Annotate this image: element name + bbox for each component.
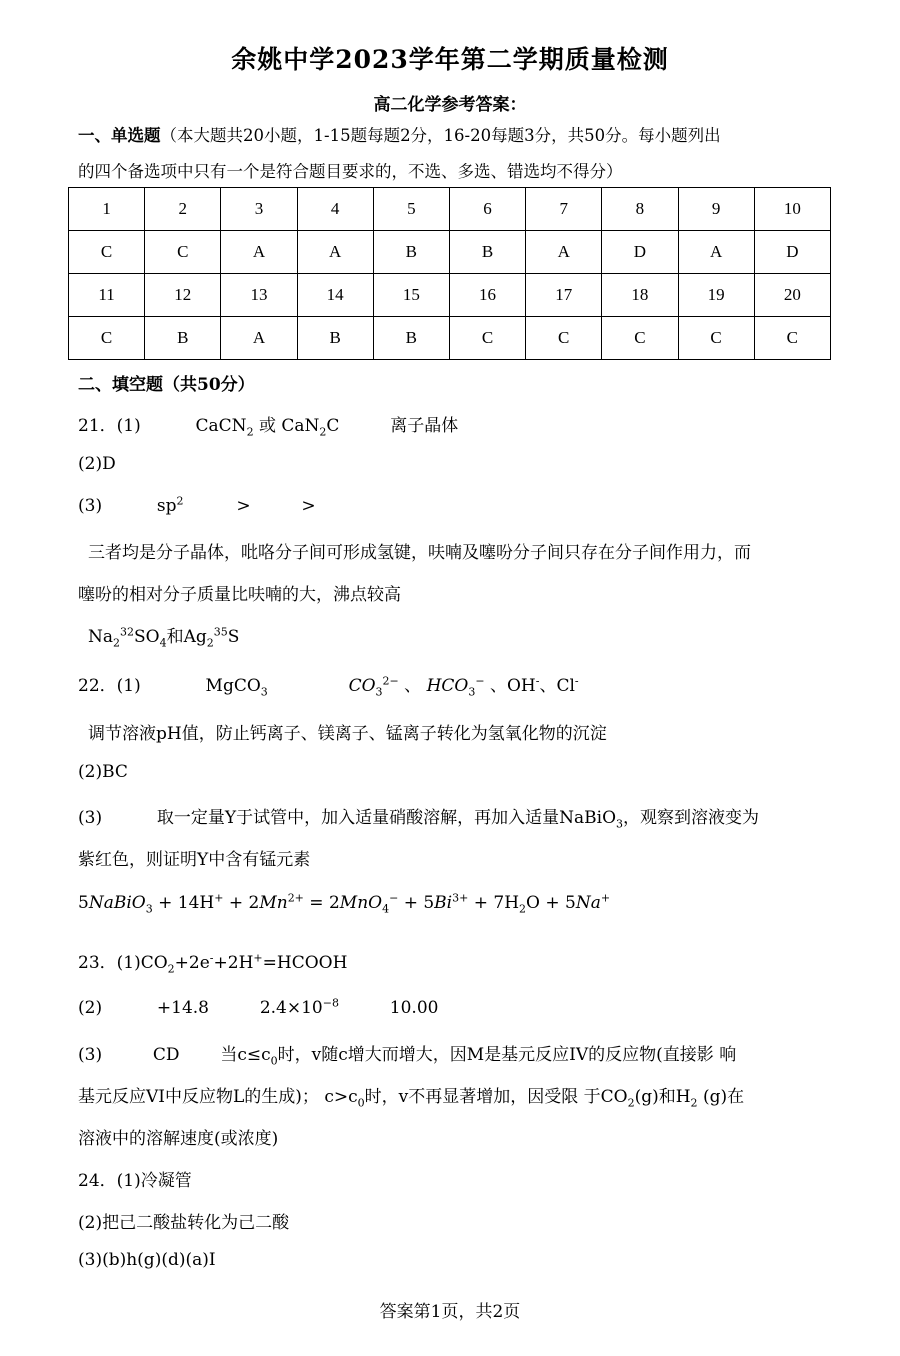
table-cell: 18 [602, 274, 678, 317]
table-cell: D [602, 231, 678, 274]
section1-header [78, 122, 721, 146]
table-cell: B [373, 317, 449, 360]
table-cell: B [145, 317, 221, 360]
page-subtitle: 高二化学参考答案： [373, 95, 527, 115]
q21-part3: (3) $sp^2$ > > [78, 494, 316, 516]
table-cell: C [526, 317, 602, 360]
q22-part2: (2)BC [78, 762, 128, 782]
table-row [69, 188, 831, 231]
table-cell: 10 [754, 188, 830, 231]
table-cell: 12 [145, 274, 221, 317]
table-cell: C [602, 317, 678, 360]
table-cell: 14 [297, 274, 373, 317]
table-cell: 6 [449, 188, 525, 231]
answer-table [68, 187, 831, 360]
table-cell: C [678, 317, 754, 360]
table-cell: 16 [449, 274, 525, 317]
table-row [69, 274, 831, 317]
q21-isotope: $Na_2^{32}SO_4$和$Ag_2^{35}S$ [88, 625, 240, 650]
table-row [69, 231, 831, 274]
table-cell: C [69, 231, 145, 274]
q24-part2: (2)把己二酸盐转化为己二酸 [78, 1213, 290, 1233]
q22-part1: 22．(1) MgCO$_3$ $CO_3^{2-}$ 、 $HCO_3^-$ 、OH-、Cl- [78, 674, 579, 699]
q21-part1: 21．(1) CaCN$_2$ 或 CaN$_2$C 离子晶体 [78, 416, 459, 439]
q21-part2: (2)D [78, 454, 116, 474]
table-cell: 15 [373, 274, 449, 317]
section1-desc-b: 的四个备选项中只有一个是符合题目要求的，不选、多选、错选均不得分） [78, 162, 623, 181]
q22-part3-a: (3) 取一定量Y于试管中，加入适量硝酸溶解，再加入适量NaBiO$_3$，观察到溶液变为 [78, 808, 760, 831]
table-cell: 11 [69, 274, 145, 317]
table-cell: B [373, 231, 449, 274]
q24-part3: (3)(b)h(g)(d)(a)I [78, 1250, 216, 1270]
table-cell: D [754, 231, 830, 274]
table-cell: C [449, 317, 525, 360]
table-cell: 2 [145, 188, 221, 231]
section2-heading: 二、填空题（共50分） [78, 375, 255, 395]
table-cell: A [526, 231, 602, 274]
table-cell: 3 [221, 188, 297, 231]
q22-part3-b: 紫红色，则证明Y中含有锰元素 [78, 850, 311, 870]
q21-crystal: 离子晶体 [390, 416, 459, 436]
page-footer: 答案第1页，共2页 [379, 1302, 521, 1322]
q23-part1: 23．$(1)CO_2+2e^-+2H^+=HCOOH$ [78, 951, 348, 976]
section1-desc-a: （本大题共20小题，1-15题每题2分，16-20每题3分，共50分。每小题列出 [160, 126, 721, 145]
table-cell: 5 [373, 188, 449, 231]
q23-part3-c: 溶液中的溶解速度(或浓度) [78, 1129, 279, 1149]
q22-ph: 调节溶液pH值，防止钙离子、镁离子、锰离子转化为氢氧化物的沉淀 [88, 724, 607, 744]
q21-explain-b: 噻吩的相对分子质量比呋喃的大，沸点较高 [78, 585, 401, 605]
q23-part3-a: (3) CD 当$c\le c_0$时，v随c增大而增大，因M是基元反应IV的反应物(直接影 响 [78, 1045, 737, 1068]
q23-part2: (2) +14.8 $2.4\times 10^{-8}$ 10.00 [78, 996, 439, 1018]
table-cell: 19 [678, 274, 754, 317]
q22-equation: 5NaBiO$_3$ + $14H^+ + 2Mn^{2+} = 2MnO_4^- + 5Bi^{3+} + 7H_2O + 5Na^+$ [78, 891, 611, 916]
table-cell: C [69, 317, 145, 360]
page-title: 余姚中学2023学年第二学期质量检测 [231, 45, 669, 74]
table-cell: A [297, 231, 373, 274]
table-row [69, 317, 831, 360]
table-cell: 4 [297, 188, 373, 231]
table-cell: 1 [69, 188, 145, 231]
q21-label: 21．(1) [78, 416, 141, 436]
q21-explain-a: 三者均是分子晶体，吡咯分子间可形成氢键，呋喃及噻吩分子间只存在分子间作用力，而 [88, 543, 751, 563]
table-cell: C [754, 317, 830, 360]
table-cell: B [449, 231, 525, 274]
table-cell: C [145, 231, 221, 274]
table-cell: 17 [526, 274, 602, 317]
q23-part3-b: 基元反应VI中反应物L的生成)； $c>c_0$时，v不再显著增加，因受限 于$CO_2(g)$和$H_2$ (g)在 [78, 1087, 745, 1110]
table-cell: 13 [221, 274, 297, 317]
section1-heading: 一、单选题 [78, 126, 161, 145]
table-cell: 8 [602, 188, 678, 231]
table-cell: B [297, 317, 373, 360]
table-cell: A [221, 317, 297, 360]
table-cell: 20 [754, 274, 830, 317]
table-cell: 7 [526, 188, 602, 231]
table-cell: A [678, 231, 754, 274]
table-cell: A [221, 231, 297, 274]
table-cell: 9 [678, 188, 754, 231]
q24-part1: 24．(1)冷凝管 [78, 1171, 192, 1191]
